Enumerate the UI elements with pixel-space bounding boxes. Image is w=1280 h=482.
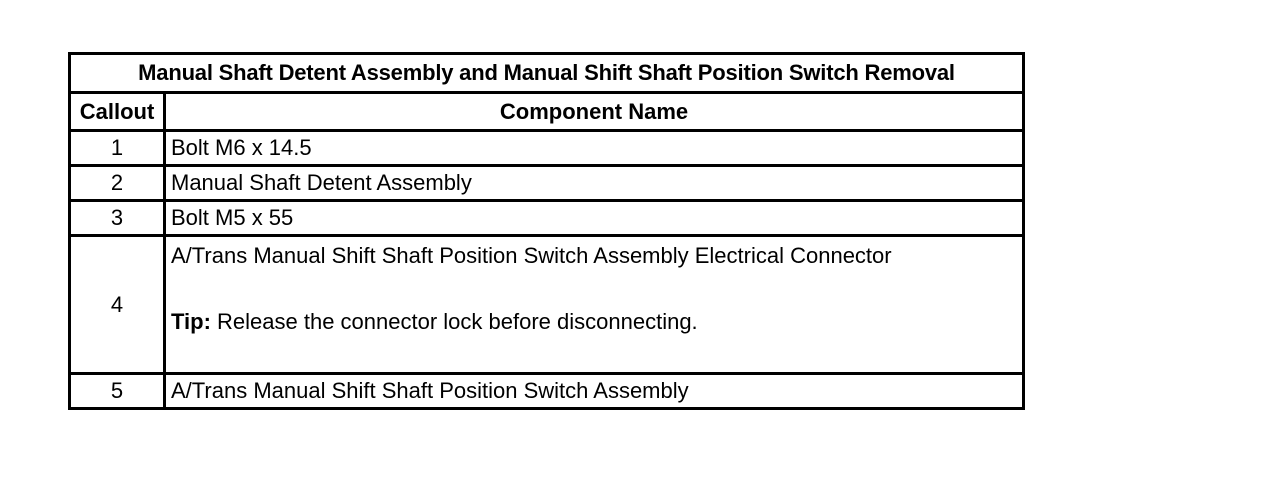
callout-number: 1	[70, 131, 165, 166]
component-name: Bolt M6 x 14.5	[165, 131, 1024, 166]
header-callout: Callout	[70, 93, 165, 131]
header-component-name: Component Name	[165, 93, 1024, 131]
table-row	[70, 374, 1024, 409]
callout-number: 4	[70, 236, 165, 374]
component-name: A/Trans Manual Shift Shaft Position Switch Assembly	[165, 374, 1024, 409]
table-row	[70, 201, 1024, 236]
table-header-row	[70, 93, 1024, 131]
component-table	[68, 52, 1025, 410]
component-name: A/Trans Manual Shift Shaft Position Switch Assembly Electrical Connector	[171, 243, 892, 268]
callout-number: 2	[70, 166, 165, 201]
component-name: Manual Shaft Detent Assembly	[165, 166, 1024, 201]
component-name-cell	[165, 236, 1024, 374]
table-title: Manual Shaft Detent Assembly and Manual Shift Shaft Position Switch Removal	[70, 54, 1024, 93]
callout-number: 5	[70, 374, 165, 409]
table-row	[70, 131, 1024, 166]
tip-text: Release the connector lock before disconnecting.	[210, 309, 698, 334]
table-row	[70, 166, 1024, 201]
tip-label: Tip:	[171, 309, 211, 334]
component-name: Bolt M5 x 55	[165, 201, 1024, 236]
tip-note	[171, 311, 1022, 333]
callout-number: 3	[70, 201, 165, 236]
table-row	[70, 236, 1024, 374]
table-title-row	[70, 54, 1024, 93]
